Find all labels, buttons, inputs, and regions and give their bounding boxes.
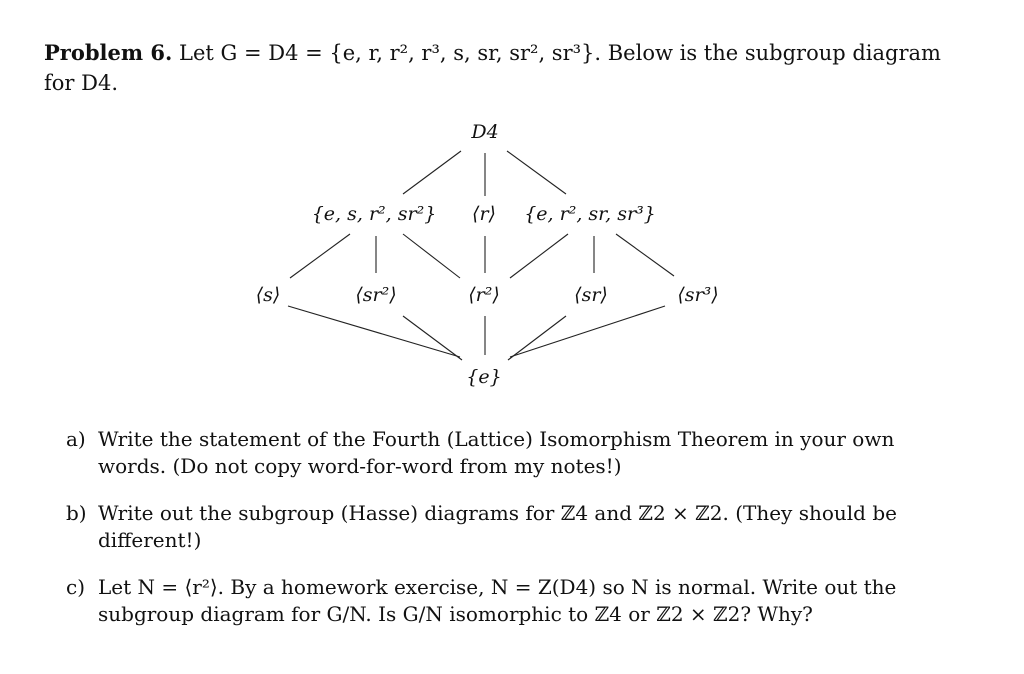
edge-sr2-bottom xyxy=(403,316,462,360)
question-parts xyxy=(66,426,946,648)
part-b-label: b) xyxy=(66,501,87,525)
node-e: {e} xyxy=(466,366,502,388)
edge-sr-bottom xyxy=(508,316,566,360)
edge-leftmid-r2 xyxy=(403,234,460,278)
node-left-mid: {e, s, r², sr²} xyxy=(311,203,437,225)
part-b xyxy=(66,500,946,554)
part-b-text: Write out the subgroup (Hasse) diagrams for ℤ4 and ℤ2 × ℤ2. (They should be different!) xyxy=(98,501,897,552)
edge-top-right xyxy=(507,151,566,194)
node-sr3: ⟨sr³⟩ xyxy=(677,284,719,306)
part-c-text: Let N = ⟨r²⟩. By a homework exercise, N = Z(D4) so N is normal. Write out the subgroup diagram for G/N. Is G/N isomorphic to ℤ4 or ℤ2 × ℤ2? Why? xyxy=(98,575,897,626)
node-sr2: ⟨sr²⟩ xyxy=(355,284,397,306)
edge-s-bottom xyxy=(288,306,460,357)
node-s: ⟨s⟩ xyxy=(255,284,281,306)
problem-label: Problem 6. xyxy=(44,40,173,65)
part-a-text: Write the statement of the Fourth (Lattice) Isomorphism Theorem in your own words. (Do not copy word-for-word from my notes!) xyxy=(98,427,895,478)
node-center-mid: ⟨r⟩ xyxy=(472,203,496,225)
part-a xyxy=(66,426,946,480)
node-right-mid: {e, r², sr, sr³} xyxy=(524,203,656,225)
node-r2: ⟨r²⟩ xyxy=(468,284,500,306)
part-c-label: c) xyxy=(66,575,86,599)
problem-intro: Let G = D4 = {e, r, r², r³, s, sr, sr², sr³}. Below is the subgroup diagram for D4. xyxy=(44,41,941,95)
edge-top-left xyxy=(403,151,461,194)
part-a-label: a) xyxy=(66,427,86,451)
node-sr: ⟨sr⟩ xyxy=(574,284,608,306)
edge-rightmid-r2 xyxy=(510,234,568,278)
edge-sr3-bottom xyxy=(510,306,665,357)
part-c xyxy=(66,574,946,628)
edge-rightmid-sr3 xyxy=(616,234,674,276)
node-d4: D4 xyxy=(471,121,499,143)
edge-leftmid-s xyxy=(290,234,350,278)
